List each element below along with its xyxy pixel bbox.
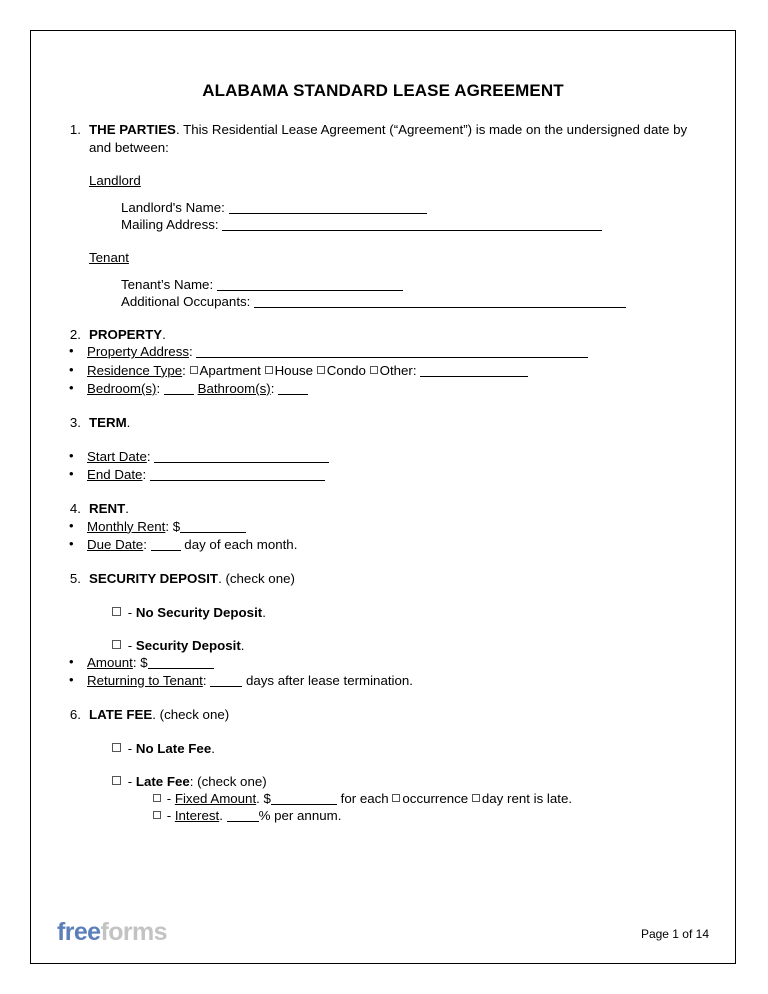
logo-forms-text: forms [100,918,167,946]
fixed-amount-for-each-text: for each [340,790,389,806]
checkbox-occurrence[interactable] [392,794,400,802]
end-date-colon: : [142,466,147,482]
list-item-deposit-amount [57,654,709,672]
returning-to-tenant-suffix: days after lease termination. [245,672,413,688]
landlord-address-input[interactable] [222,219,602,231]
tenant-block [57,249,709,310]
late-fee-fixed-amount-row[interactable] [153,790,709,807]
page-footer [57,920,709,945]
checkbox-no-security-deposit[interactable] [112,607,121,616]
start-date-colon: : [146,448,151,464]
late-fee-option-none[interactable] [57,740,709,757]
section-late-fee-heading [57,706,709,723]
interest-suffix: % per annum. [258,807,342,823]
section-heading-suffix: . [125,501,129,517]
section-heading-label: LATE FEE [89,707,153,723]
monthly-rent-label: Monthly Rent [87,518,166,534]
due-date-suffix: day of each month. [184,536,298,552]
start-date-label: Start Date [87,448,147,464]
section-number: 2. [69,327,81,343]
tenant-name-row [121,276,709,293]
interest-rate-input[interactable] [227,810,259,822]
list-item-start-date [57,448,709,466]
dash-separator: - [166,790,172,806]
checkbox-other[interactable] [370,366,378,374]
fixed-amount-input[interactable] [271,793,337,805]
dash-separator: - [127,740,133,756]
tenant-occupants-input[interactable] [254,296,626,308]
start-date-input[interactable] [154,451,329,463]
property-address-input[interactable] [196,346,588,358]
bedrooms-input[interactable] [164,383,194,395]
tenant-name-label: Tenant’s Name: [121,277,214,293]
bedrooms-colon: : [156,381,161,397]
bathrooms-label: Bathroom(s) [197,381,271,397]
section-heading-suffix: . [126,415,131,431]
end-date-input[interactable] [150,469,325,481]
option-late-fee-label: Late Fee [135,773,190,789]
returning-to-tenant-colon: : [202,672,207,688]
section-heading-suffix: . (check one) [218,571,295,587]
property-address-colon: : [189,344,193,360]
section-heading-label: RENT [89,501,126,517]
fixed-amount-mid: . $ [256,790,271,806]
list-item-property-address [57,343,709,361]
bathrooms-colon: : [270,381,275,397]
residence-other-input[interactable] [420,365,528,377]
section-heading-label: THE PARTIES [89,122,176,138]
residence-option-apartment-label: Apartment [199,362,261,378]
checkbox-apartment[interactable] [190,366,198,374]
residence-option-house-label: House [274,362,314,378]
section-number: 5. [69,571,81,587]
interest-mid: . [219,807,223,823]
section-body-text: . This Residential Lease Agreement (“Agreement”) is made on the undersigned date by and between: [89,122,688,155]
late-fee-interest-row[interactable] [153,807,709,824]
section-rent [57,500,709,554]
checkbox-late-fee[interactable] [112,776,121,785]
tenant-occupants-row [121,293,709,310]
section-heading-label: TERM [89,415,127,431]
bathrooms-input[interactable] [278,383,308,395]
page-title: ALABAMA STANDARD LEASE AGREEMENT [202,81,564,100]
residence-option-other-label: Other: [379,362,417,378]
logo-free-text: free [57,918,101,946]
late-fee-option-yes[interactable] [57,773,709,790]
tenant-name-input[interactable] [217,279,403,291]
section-late-fee [57,706,709,823]
option-no-security-deposit-label: No Security Deposit [135,604,263,620]
page-number: Page 1 of 14 [640,927,709,941]
dash-separator: - [127,637,133,653]
landlord-name-row [121,199,709,216]
fixed-amount-occurrence-label: occurrence [402,790,469,806]
late-fee-suboptions [57,790,709,824]
section-heading-label: SECURITY DEPOSIT [89,571,219,587]
section-term [57,414,709,484]
residence-type-colon: : [182,362,186,378]
section-security-deposit-heading [57,570,709,587]
landlord-subheading: Landlord [89,172,141,188]
section-heading-label: PROPERTY [89,327,163,343]
fixed-amount-day-late-label: day rent is late. [481,790,573,806]
section-term-heading [57,414,709,431]
list-item-monthly-rent [57,518,709,536]
list-item-residence-type [57,362,709,380]
term-bullet-list [57,448,709,485]
section-the-parties [57,121,709,310]
landlord-address-row [121,216,709,233]
option-no-security-deposit-suffix: . [262,604,266,620]
residence-option-condo-label: Condo [326,362,366,378]
list-item-bedrooms-bathrooms [57,380,709,398]
end-date-label: End Date [87,466,143,482]
list-item-returning-to-tenant [57,672,709,690]
section-number: 3. [69,415,81,431]
monthly-rent-colon: : $ [165,518,181,534]
checkbox-house[interactable] [265,366,273,374]
deposit-amount-label: Amount [87,654,133,670]
section-heading-suffix: . [162,327,166,343]
section-heading-suffix: . (check one) [152,707,230,723]
property-address-label: Property Address [87,344,189,360]
option-no-late-fee-suffix: . [211,740,215,756]
deposit-amount-colon: : $ [132,654,148,670]
rent-bullet-list [57,518,709,555]
section-number: 6. [69,707,81,723]
section-the-parties-heading [57,121,709,156]
monthly-rent-input[interactable] [180,521,246,533]
due-date-label: Due Date [87,536,144,552]
section-number: 1. [69,122,81,138]
option-no-late-fee-label: No Late Fee [135,740,212,756]
returning-to-tenant-label: Returning to Tenant [87,672,203,688]
checkbox-interest[interactable] [153,811,161,819]
interest-label: Interest [174,807,220,823]
tenant-fields [89,276,709,310]
property-bullet-list [57,343,709,398]
landlord-block [57,172,709,233]
dash-separator: - [127,604,133,620]
section-rent-heading [57,500,709,517]
due-date-input[interactable] [151,539,181,551]
security-deposit-bullet-list [57,654,709,691]
fixed-amount-label: Fixed Amount [174,790,257,806]
option-late-fee-suffix: : (check one) [189,773,267,789]
tenant-subheading: Tenant [89,250,129,265]
landlord-fields [89,199,709,233]
checkbox-condo[interactable] [317,366,325,374]
bedrooms-label: Bedroom(s) [87,381,157,397]
checkbox-fixed-amount[interactable] [153,794,161,802]
checkbox-security-deposit[interactable] [112,640,121,649]
section-property-heading [57,326,709,343]
freeforms-logo [57,920,167,945]
section-number: 4. [69,501,81,517]
landlord-name-input[interactable] [229,202,427,214]
dash-separator: - [166,807,172,823]
option-security-deposit-suffix: . [240,637,245,653]
landlord-address-label: Mailing Address: [121,216,219,232]
security-deposit-option-none[interactable] [57,604,709,621]
security-deposit-option-yes[interactable] [57,637,709,654]
option-security-deposit-label: Security Deposit [135,637,241,653]
list-item-due-date [57,536,709,554]
residence-type-label: Residence Type [87,362,183,378]
dash-separator: - [127,773,133,789]
due-date-colon: : [143,536,147,552]
section-property [57,326,709,398]
list-item-end-date [57,466,709,484]
landlord-name-label: Landlord's Name: [121,199,225,215]
checkbox-day-rent-is-late[interactable] [472,794,480,802]
returning-days-input[interactable] [210,675,242,687]
deposit-amount-input[interactable] [148,657,214,669]
tenant-occupants-label: Additional Occupants: [121,294,251,310]
checkbox-no-late-fee[interactable] [112,743,121,752]
document-page [30,30,736,964]
section-security-deposit [57,570,709,690]
